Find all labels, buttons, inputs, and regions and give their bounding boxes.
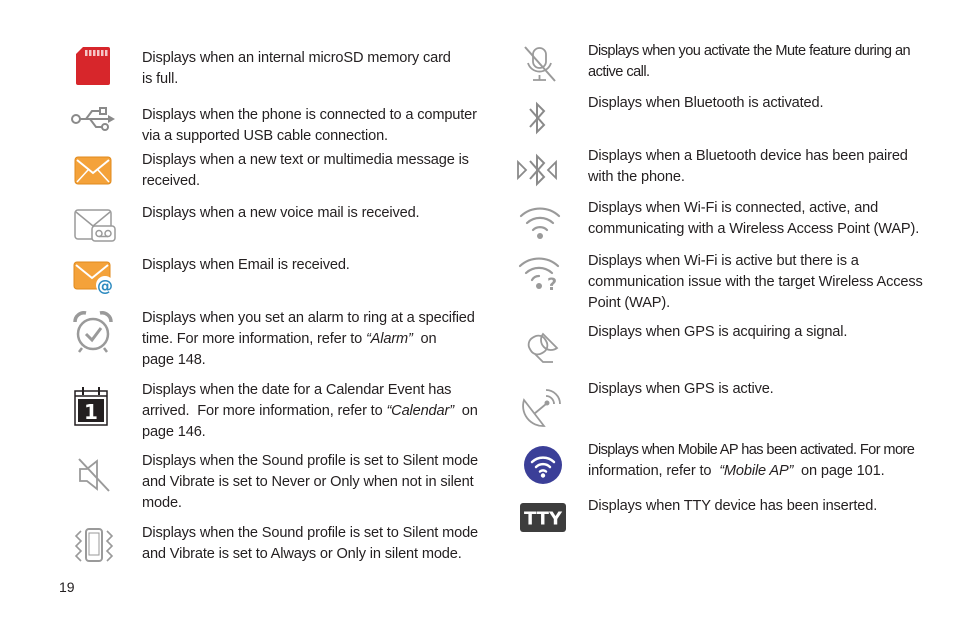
gps-active-description: Displays when GPS is active. bbox=[588, 381, 774, 397]
silent-description: Displays when the Sound profile is set to Silent mode and Vibrate is set to Never or Only when not in silent mode. bbox=[142, 453, 479, 511]
bluetooth-paired-icon bbox=[516, 150, 558, 190]
page-number: 19 bbox=[59, 579, 75, 595]
wifi-issue-icon bbox=[517, 254, 563, 292]
voicemail-description: Displays when a new voice mail is received. bbox=[142, 205, 420, 221]
vibrate-icon bbox=[73, 527, 115, 563]
svg-text:?: ? bbox=[547, 275, 557, 292]
wifi-icon bbox=[518, 204, 562, 240]
silent-mute-icon bbox=[77, 457, 111, 493]
tty-icon bbox=[520, 503, 566, 532]
gps-acquiring-description: Displays when GPS is acquiring a signal. bbox=[588, 324, 848, 340]
tty-description: Displays when TTY device has been inserted. bbox=[588, 498, 878, 514]
wifi-issue-description: Displays when Wi-Fi is active but there is a communication issue with the target Wireless Access Point (WAP). bbox=[588, 253, 923, 311]
svg-text:@: @ bbox=[97, 276, 113, 295]
email-icon bbox=[73, 261, 115, 295]
calendar-icon bbox=[74, 386, 108, 426]
alarm-clock-icon bbox=[72, 310, 114, 353]
email-description: Displays when Email is received. bbox=[142, 257, 350, 273]
mute-call-icon bbox=[522, 45, 558, 83]
bluetooth-paired-description: Displays when a Bluetooth device has been paired with the phone. bbox=[588, 148, 908, 185]
sd-card-full-icon bbox=[75, 46, 111, 86]
gps-active-icon bbox=[520, 386, 564, 428]
calendar-description: Displays when the date for a Calendar Event has arrived. For more information, refer to “Calendar” on page 146. bbox=[142, 382, 478, 440]
bluetooth-icon bbox=[526, 99, 550, 137]
vibrate-description: Displays when the Sound profile is set to Silent mode and Vibrate is set to Always or Only in silent mode. bbox=[142, 525, 479, 562]
gps-acquiring-icon bbox=[523, 328, 563, 366]
tty-label: TTY bbox=[523, 508, 563, 530]
alarm-description: Displays when you set an alarm to ring at a specified time. For more information, refer to “Alarm” on page 148. bbox=[142, 310, 475, 368]
mobile-ap-icon bbox=[523, 445, 563, 485]
alarm-reference: “Alarm” bbox=[365, 331, 413, 347]
bluetooth-description: Displays when Bluetooth is activated. bbox=[588, 95, 824, 111]
calendar-day-number: 1 bbox=[84, 400, 98, 424]
voicemail-icon bbox=[74, 209, 116, 242]
mute-call-description: Displays when you activate the Mute feature during an active call. bbox=[588, 43, 911, 80]
mobile-ap-reference: “Mobile AP” bbox=[719, 463, 794, 479]
sd-card-description: Displays when an internal microSD memory card is full. bbox=[142, 50, 451, 87]
wifi-description: Displays when Wi-Fi is connected, active, and communicating with a Wireless Access Point (WAP). bbox=[588, 200, 920, 237]
usb-icon bbox=[70, 106, 116, 132]
message-envelope-icon bbox=[74, 156, 112, 185]
usb-description: Displays when the phone is connected to a computer via a supported USB cable connection. bbox=[142, 107, 477, 144]
calendar-reference: “Calendar” bbox=[386, 403, 454, 419]
mobile-ap-description: Displays when Mobile AP has been activated. For more information, refer to “Mobile AP” on page 101. bbox=[588, 442, 915, 479]
message-description: Displays when a new text or multimedia message is received. bbox=[142, 152, 469, 189]
